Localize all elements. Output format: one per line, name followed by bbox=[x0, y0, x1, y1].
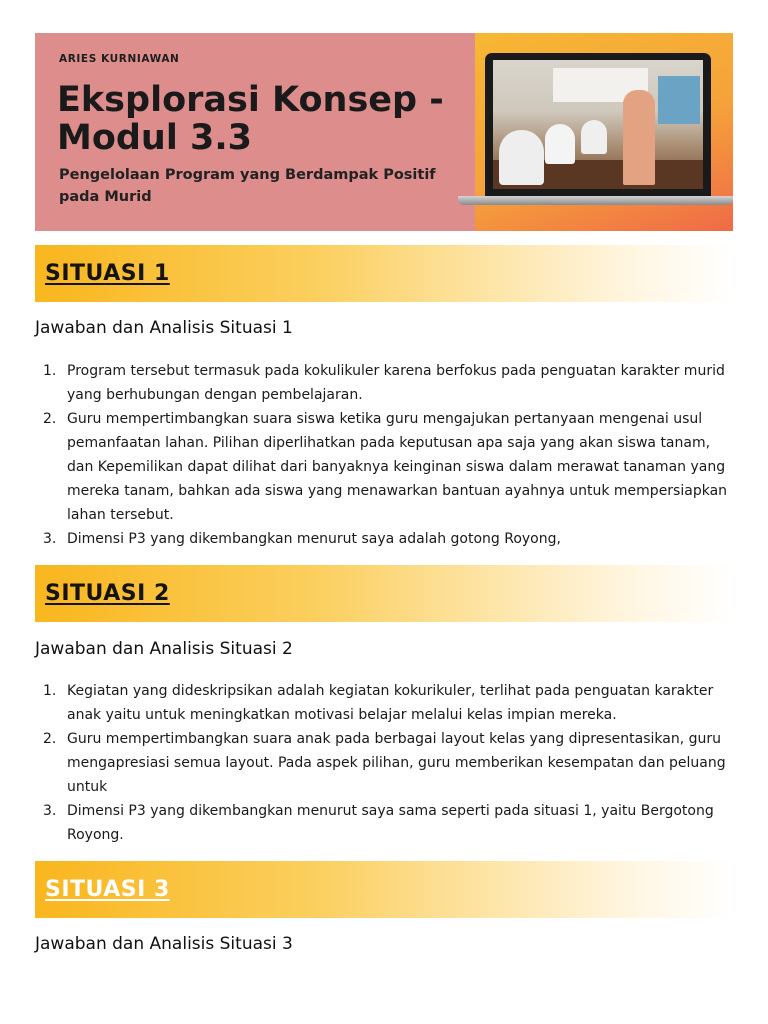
section-heading-situasi-3: Jawaban dan Analisis Situasi 3 bbox=[35, 934, 293, 954]
list-text-line: anak yaitu untuk meningkatkan motivasi belajar melalui kelas impian mereka. bbox=[67, 707, 617, 723]
list-item bbox=[35, 799, 735, 847]
answer-list-situasi-2 bbox=[35, 679, 735, 847]
list-text-line: yang berhubungan dengan pembelajaran. bbox=[67, 387, 363, 403]
classroom-photo bbox=[493, 60, 703, 189]
section-heading-situasi-1: Jawaban dan Analisis Situasi 1 bbox=[35, 318, 293, 338]
list-text-line: pemanfaatan lahan. Pilihan diperlihatkan pada keputusan apa saja yang akan siswa tanam, bbox=[67, 435, 711, 451]
list-text-line: Royong. bbox=[67, 827, 124, 843]
list-text-line: Program tersebut termasuk pada kokulikuler karena berfokus pada penguatan karakter murid bbox=[67, 363, 725, 379]
page-title-line-1: Eksplorasi Konsep - bbox=[57, 80, 444, 120]
list-item bbox=[35, 527, 735, 551]
section-heading-situasi-2: Jawaban dan Analisis Situasi 2 bbox=[35, 639, 293, 659]
list-text-line: mereka tanam, bahkan ada siswa yang menawarkan bantuan ayahnya untuk mempersiapkan bbox=[67, 483, 728, 499]
section-bar-situasi-3 bbox=[35, 861, 733, 918]
list-number: 3. bbox=[43, 803, 57, 819]
list-text-line: untuk bbox=[67, 779, 108, 795]
author-name: ARIES KURNIAWAN bbox=[59, 53, 180, 65]
list-number: 2. bbox=[43, 411, 57, 427]
list-number: 1. bbox=[43, 363, 57, 379]
page-title-line-2: Modul 3.3 bbox=[57, 118, 253, 158]
page-subtitle bbox=[59, 164, 449, 208]
page-subtitle-line-2: pada Murid bbox=[59, 189, 152, 205]
section-title-situasi-3: SITUASI 3 bbox=[45, 877, 170, 902]
list-text-line: mengapresiasi semua layout. Pada aspek pilihan, guru memberikan kesempatan dan peluang bbox=[67, 755, 726, 771]
list-text-line: dan Kepemilikan dapat dilihat dari banyaknya keinginan siswa dalam merawat tanaman yang bbox=[67, 459, 726, 475]
list-item bbox=[35, 679, 735, 727]
section-bar-situasi-1 bbox=[35, 245, 733, 302]
list-text-line: Dimensi P3 yang dikembangkan menurut saya adalah gotong Royong, bbox=[67, 531, 561, 547]
page-title bbox=[57, 81, 467, 157]
list-item bbox=[35, 727, 735, 799]
section-bar-situasi-2 bbox=[35, 565, 733, 622]
list-text-line: Guru mempertimbangkan suara siswa ketika guru mengajukan pertanyaan mengenai usul bbox=[67, 411, 703, 427]
laptop-base bbox=[458, 196, 733, 205]
list-text-line: Kegiatan yang dideskripsikan adalah kegiatan kokurikuler, terlihat pada penguatan karakter bbox=[67, 683, 714, 699]
list-text-line: lahan tersebut. bbox=[67, 507, 174, 523]
list-text-line: Dimensi P3 yang dikembangkan menurut saya sama seperti pada situasi 1, yaitu Bergotong bbox=[67, 803, 714, 819]
list-item bbox=[35, 407, 735, 527]
laptop-image bbox=[458, 53, 733, 209]
section-title-situasi-2: SITUASI 2 bbox=[45, 581, 170, 606]
laptop-screen bbox=[485, 53, 711, 196]
page-subtitle-line-1: Pengelolaan Program yang Berdampak Positif bbox=[59, 167, 436, 183]
list-item bbox=[35, 359, 735, 407]
list-text-line: Guru mempertimbangkan suara anak pada berbagai layout kelas yang dipresentasikan, guru bbox=[67, 731, 721, 747]
list-number: 1. bbox=[43, 683, 57, 699]
list-number: 3. bbox=[43, 531, 57, 547]
answer-list-situasi-1 bbox=[35, 359, 735, 551]
section-title-situasi-1: SITUASI 1 bbox=[45, 261, 170, 286]
header-banner bbox=[35, 33, 733, 231]
list-number: 2. bbox=[43, 731, 57, 747]
